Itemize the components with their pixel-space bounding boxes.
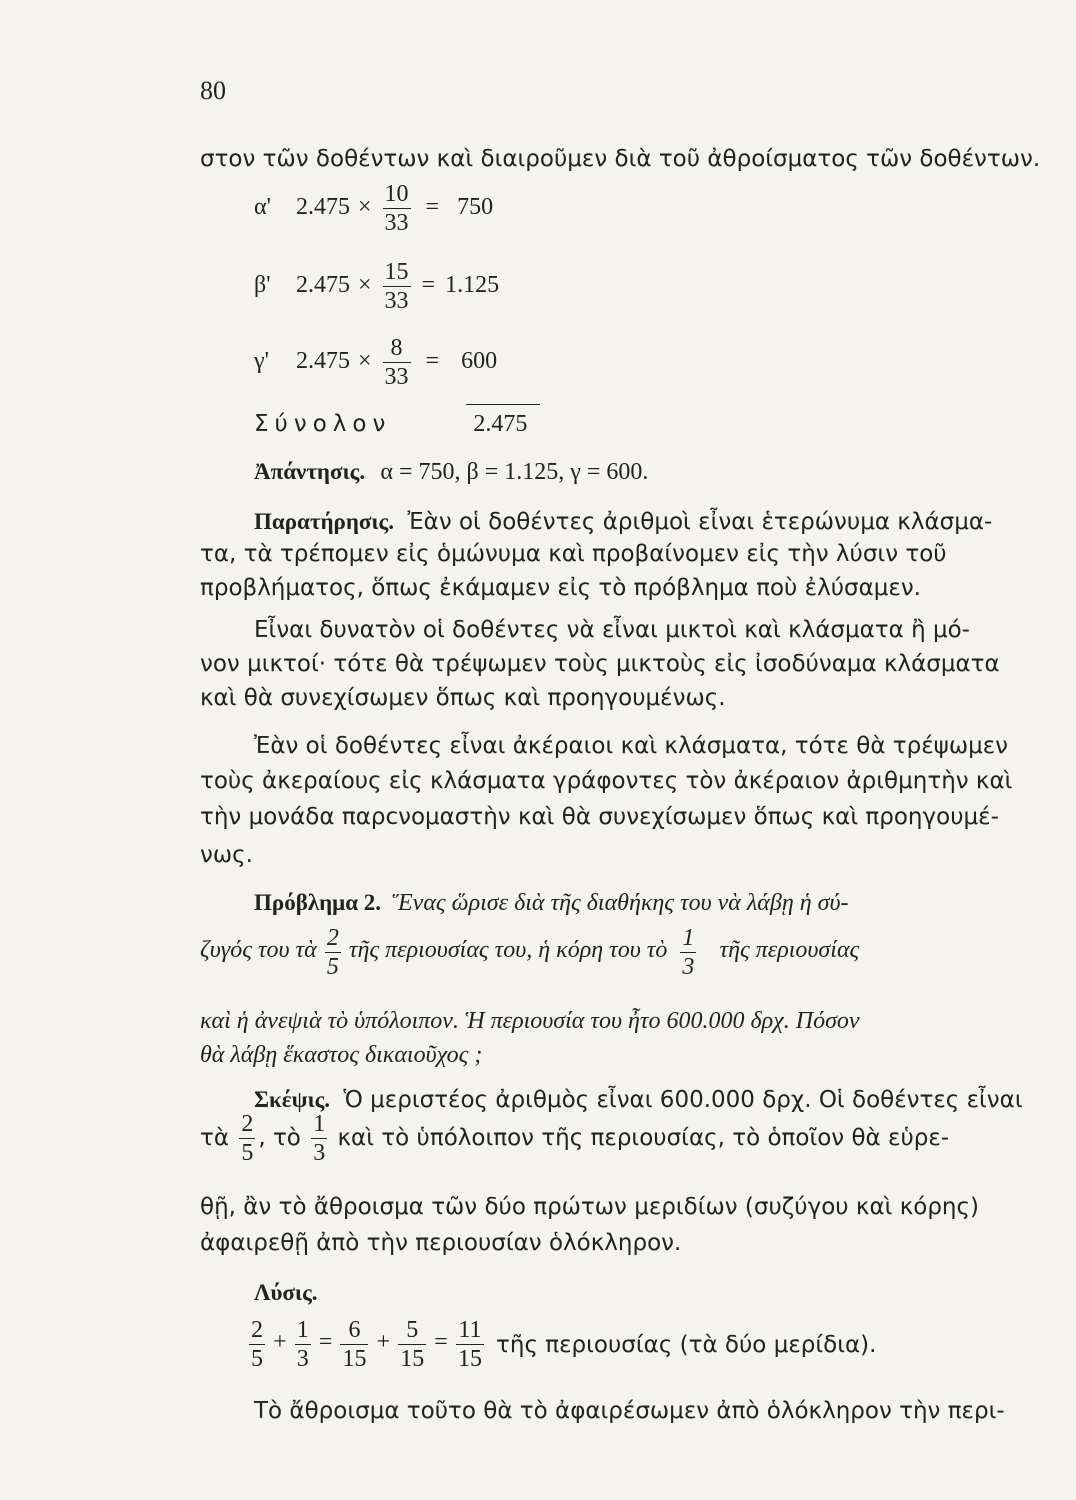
row-times: ×: [358, 194, 372, 221]
fraction-numerator: 5: [406, 1317, 419, 1343]
thinking-separator: , τὸ: [258, 1125, 301, 1151]
fraction-numerator: 2: [241, 1111, 254, 1137]
fraction-numerator: 2: [251, 1317, 263, 1343]
row-fraction: [383, 336, 411, 389]
equals-sign: =: [434, 1329, 448, 1355]
fraction-eleven-fifteenths: [456, 1318, 484, 1371]
sum-label: Σύνολον: [254, 411, 392, 437]
problem-line-4: θὰ λάβῃ ἕκαστος δικαιοῦχος ;: [200, 1042, 483, 1068]
fraction-denominator: 33: [384, 210, 409, 236]
problem-text: τῆς περιουσίας του, ἡ κόρη του τὸ: [348, 937, 668, 963]
thinking-text: τὰ: [200, 1125, 230, 1151]
fraction-denominator: 5: [241, 1140, 254, 1166]
problem-text: τῆς περιουσίας: [719, 937, 860, 963]
solution-last-line: Τὸ ἄθροισμα τοῦτο θὰ τὸ ἀφαιρέσωμεν ἀπὸ ὁλόκληρον τὴν περι-: [254, 1398, 1005, 1424]
calc-row-b: [254, 260, 499, 313]
fraction-denominator: 5: [251, 1346, 263, 1372]
problem-text: Ἕνας ὥρισε διὰ τῆς διαθήκης του νὰ λάβῃ ἡ σύ-: [392, 890, 849, 916]
fraction-denominator: 33: [384, 288, 409, 314]
fraction-two-fifths: [239, 1112, 255, 1165]
row-label: α': [254, 194, 271, 221]
row-fraction: [383, 260, 411, 313]
answer-line: [254, 456, 648, 488]
para3-line-3: τὴν μονάδα παρcνομαστὴν καὶ θὰ συνεχίσωμεν ὅπως καὶ προηγουμέ-: [200, 804, 999, 830]
calc-row-c: [254, 336, 497, 389]
row-base: 2.475: [296, 348, 350, 375]
para2-line-2: νον μικτοί· τότε θὰ τρέψωμεν τοὺς μικτοὺς εἰς ἰσοδύναμα κλάσματα: [200, 651, 1000, 677]
row-base: 2.475: [296, 194, 350, 221]
solution-equation: [246, 1318, 876, 1371]
para2-line-3: καὶ θὰ συνεχίσωμεν ὅπως καὶ προηγουμένως.: [200, 685, 726, 711]
fraction-one-third: [311, 1112, 327, 1165]
fraction-denominator: 15: [457, 1346, 482, 1372]
row-result: 1.125: [445, 272, 500, 299]
fraction-denominator: 15: [400, 1346, 425, 1372]
problem-line-1: [254, 890, 848, 917]
equals-sign: =: [318, 1329, 333, 1355]
para3-line-2: τοὺς ἀκεραίους εἰς κλάσματα γράφοντες τὸν ἀκέραιον ἀριθμητὴν καὶ: [200, 768, 1013, 794]
remark-line-2: τα, τὰ τρέπομεν εἰς ὁμώνυμα καὶ προβαίνομεν εἰς τὴν λύσιν τοῦ: [200, 541, 947, 567]
calc-row-a: [254, 182, 493, 235]
fraction-one-third: [680, 926, 696, 979]
thinking-line-4: ἀφαιρεθῇ ἀπὸ τὴν περιουσίαν ὁλόκληρον.: [200, 1230, 682, 1256]
row-fraction: [383, 182, 411, 235]
fraction-denominator: 5: [326, 954, 339, 980]
row-result: 750: [457, 194, 494, 221]
problem-line-2: [200, 926, 859, 979]
fraction-denominator: 3: [682, 954, 695, 980]
page-number: 80: [200, 76, 226, 105]
row-label: γ': [254, 348, 269, 375]
fraction-two-fifths: [325, 926, 341, 979]
problem-line-3: καὶ ἡ ἀνεψιὰ τὸ ὑπόλοιπον. Ἡ περιουσία του ἦτο 600.000 δρχ. Πόσον: [200, 1008, 860, 1034]
fraction-denominator: 33: [384, 364, 409, 390]
fraction-two-fifths: [249, 1318, 265, 1371]
thinking-label: Σκέψις.: [254, 1087, 331, 1112]
fraction-one-third: [295, 1318, 311, 1371]
row-equals: =: [425, 348, 440, 375]
fraction-numerator: 10: [384, 181, 409, 207]
problem-text: ζυγός του τὰ: [200, 937, 317, 963]
fraction-numerator: 1: [313, 1111, 326, 1137]
remark-text: Ἐὰν οἱ δοθέντες ἀριθμοὶ εἶναι ἑτερώνυμα κλάσμα-: [407, 509, 993, 535]
fraction-numerator: 1: [682, 925, 695, 951]
row-equals: =: [425, 194, 440, 221]
sum-value: 2.475: [473, 411, 528, 437]
plus-sign: +: [273, 1329, 287, 1355]
para3-line-1: Ἐὰν οἱ δοθέντες εἶναι ἀκέραιοι καὶ κλάσματα, τότε θὰ τρέψωμεν: [254, 733, 1009, 759]
remark-label: Παρατήρησις.: [254, 509, 394, 534]
answer-label: Ἀπάντησις.: [254, 459, 366, 484]
intro-line: στον τῶν δοθέντων καὶ διαιροῦμεν διὰ τοῦ ἀθροίσματος τῶν δοθέντων.: [200, 146, 1041, 172]
row-base: 2.475: [296, 272, 350, 299]
fraction-numerator: 1: [296, 1317, 309, 1343]
fraction-denominator: 15: [342, 1346, 367, 1372]
fraction-numerator: 11: [458, 1317, 482, 1343]
remark-line-3: προβλήματος, ὅπως ἐκάμαμεν εἰς τὸ πρόβλημα ποὺ ἐλύσαμεν.: [200, 575, 921, 601]
para2-line-1: Εἶναι δυνατὸν οἱ δοθέντες νὰ εἶναι μικτοὶ καὶ κλάσματα ἢ μό-: [254, 617, 970, 643]
row-result: 600: [461, 348, 498, 375]
row-times: ×: [358, 272, 372, 299]
plus-sign: +: [376, 1329, 391, 1355]
sum-rule: [466, 404, 540, 405]
sum-row: [254, 411, 527, 438]
solution-equation-text: τῆς περιουσίας (τὰ δύο μερίδια).: [496, 1331, 877, 1358]
answer-text: α = 750, β = 1.125, γ = 600.: [380, 459, 649, 485]
fraction-numerator: 15: [384, 259, 409, 285]
row-equals: =: [421, 272, 436, 299]
problem-label: Πρόβλημα 2.: [254, 890, 382, 915]
thinking-line-2: [200, 1112, 949, 1165]
fraction-six-fifteenths: [340, 1318, 368, 1371]
thinking-text: καὶ τὸ ὑπόλοιπον τῆς περιουσίας, τὸ ὁποῖον θὰ εὑρε-: [337, 1125, 950, 1151]
fraction-five-fifteenths: [398, 1318, 426, 1371]
thinking-text: Ὁ μεριστέος ἀριθμὸς εἶναι 600.000 δρχ. Οἱ δοθέντες εἶναι: [343, 1087, 1023, 1113]
row-times: ×: [358, 348, 372, 375]
remark-line-1: [254, 506, 992, 538]
fraction-numerator: 2: [326, 925, 339, 951]
para3-line-4: νως.: [200, 842, 253, 868]
fraction-denominator: 3: [313, 1140, 326, 1166]
fraction-numerator: 8: [390, 335, 403, 361]
fraction-numerator: 6: [348, 1317, 361, 1343]
thinking-line-3: θῇ, ἂν τὸ ἄθροισμα τῶν δύο πρώτων μεριδίων (συζύγου καὶ κόρης): [200, 1194, 979, 1220]
solution-label: Λύσις.: [254, 1280, 318, 1305]
fraction-denominator: 3: [296, 1346, 309, 1372]
row-label: β': [254, 272, 271, 299]
